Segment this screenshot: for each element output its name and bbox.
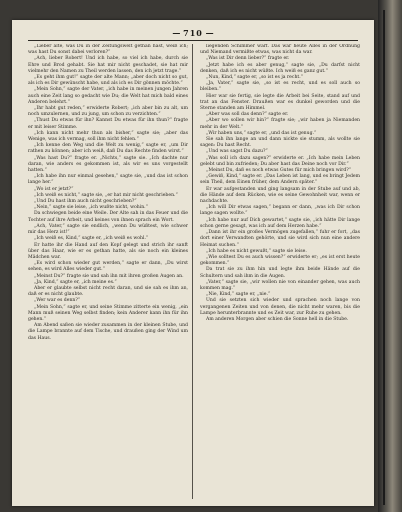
paragraph: „Ach, lieber Robert! Und ich habe, so viel ich habe, durch sie Ehre und Brod gehabt. Sie hat mir nicht geschadet, sie hat mir vielmehr den Namen zu Theil werden lassen, den ich jetzt trage.“ [28, 56, 188, 74]
paragraph: Und sie setzten sich wieder und sprachen noch lange von vergangenen Zeiten und von denen, die nicht mehr waren, bis die Lampe herunterbrannte und es Zeit war, zur Ruhe zu gehen. [200, 298, 360, 316]
left-column [28, 44, 188, 499]
paragraph: „Ich habe es nicht gewußt,“ sagte sie leise. [206, 248, 307, 254]
paragraph: „Ich habe ihn nur einmal gesehen,“ sagte sie, „und das ist schon lange her.“ [28, 174, 188, 186]
paragraph: „Ich kenne den Weg und die Welt zu wenig,“ sagte er, „um Dir rathen zu können; aber ich weiß, daß Du das Rechte finden wirst.“ [28, 143, 188, 155]
paragraph: „Dann ist ihr ein großes Vermögen zugefallen,“ fuhr er fort, „das dort einer Verwandten gehörte, und sie wird sich nun eine andere Heimat suchen.“ [200, 230, 360, 248]
paragraph: „Ihr habt gut reden,“ erwiderte Robert; „ich aber bin zu alt, um noch umzulernen, und zu jung, um schon zu verzichten.“ [28, 106, 188, 118]
paragraph: Da trat sie zu ihm hin und legte ihm beide Hände auf die Schultern und sah ihm in die Augen. [200, 267, 360, 279]
paragraph: „Was soll ich dazu sagen?“ erwiderte er. „Ich habe mein Leben gelebt und bin zufrieden; Du aber hast das Deine noch vor Dir.“ [200, 155, 360, 167]
paragraph: „Ja, Vater,“ sagte sie, „so ist es recht, und es soll auch so bleiben.“ [200, 81, 360, 93]
paragraph: „Ich will Dir etwas sagen,“ begann er dann, „was ich Dir schon lange sagen wollte.“ [200, 205, 360, 217]
header-rule [28, 40, 358, 41]
column-divider [192, 44, 193, 499]
paragraph: Er war aufgestanden und ging langsam in der Stube auf und ab, die Hände auf dem Rücken, wie es seine Gewohnheit war, wenn er nachdachte. [200, 186, 360, 205]
paragraph: Da schwiegen beide eine Weile. Der Alte sah in das Feuer und die Tochter auf ihre Arbeit, und keines von ihnen sprach ein Wort. [28, 211, 188, 223]
paragraph: „Nun, Kind,“ sagte er, „so ist es ja recht.“ [206, 75, 304, 81]
paragraph: Hier war sie fertig, sie legte die Arbeit bei Seite, stand auf und trat an das Fenster. Draußen war es dunkel geworden und die Sterne standen am Himmel. [200, 93, 360, 112]
paragraph: „Was hast Du?“ fragte er. „Nichts,“ sagte sie. „Ich dachte nur daran, wie anders es gekommen ist, als wir es uns vorgestellt hatten.“ [28, 155, 188, 174]
page-header: — 710 — [172, 28, 214, 38]
paragraph: „Wer war es denn?“ [34, 298, 81, 304]
paragraph: „Es geht ihm gut!“ sagte der alte Mann; „aber doch nicht so gut, als ich es Dir gewünscht habe, und als ich es Dir gönnen möchte.“ [28, 75, 188, 87]
facing-page-edge [378, 0, 402, 512]
paragraph: „Ach, Vater,“ sagte sie endlich, „wenn Du wüßtest, wie schwer mir das Herz ist!“ [28, 223, 188, 236]
paragraph: „Und Du hast ihm auch nicht geschrieben?“ [34, 199, 137, 205]
book-page [12, 20, 374, 506]
paragraph: „Vater,“ sagte sie, „wir wollen nie von einander gehen, was auch kommen mag.“ [200, 279, 360, 291]
paragraph: „Ich habe nur auf Dich gewartet,“ sagte sie, „ich hätte Dir lange schon gerne gesagt, was ich auf dem Herzen habe.“ [200, 217, 360, 229]
paragraph: „Gewiß, Kind,“ sagte er. „Das Leben ist lang, und es bringt Jedem sein Theil, dem Einen früher, dem Andern später.“ [200, 174, 360, 186]
paragraph: „Mein Sohn,“ sagte er, und seine Stimme zitterte ein wenig, „ein Mann muß seinen Weg selbst finden; kein Anderer kann ihn für ihn gehen.“ [28, 304, 188, 322]
paragraph: „Ich weiß es nicht,“ sagte sie, „er hat mir nicht geschrieben.“ [34, 192, 178, 198]
paragraph: „Thust Du etwas für ihn? Kannst Du etwas für ihn thun?“ fragte er mit leiser Stimme. [28, 118, 188, 130]
paragraph: „Und was sagst Du dazu?“ [206, 149, 268, 155]
paragraph: „Meinst Du, daß es noch etwas Gutes für mich bringen wird?“ [206, 168, 352, 174]
paragraph: „Ich weiß es, Kind,“ sagte er, „ich weiß es wohl.“ [34, 236, 149, 242]
paragraph: „Ja, Kind,“ sagte er, „ich meine es.“ [34, 279, 117, 285]
paragraph: Sie sah ihn lange an und dann nickte sie stumm, als wollte sie sagen: Du hast Recht. [200, 137, 360, 149]
paragraph: „Wie solltest Du es auch wissen?“ erwiderte er; „es ist erst heute gekommen.“ [200, 254, 360, 267]
paragraph: Er hatte ihr die Hand auf den Kopf gelegt und strich ihr sanft über das Haar, wie er es gethan hatte, als sie noch ein kleines Mädchen war. [28, 242, 188, 260]
paragraph: „Wir haben uns,“ sagte er, „und das ist genug.“ [206, 130, 317, 136]
paragraph: Am anderen Morgen aber schien die Sonne hell in die Stube. [206, 316, 349, 322]
paragraph: Aber er glaubte selbst nicht recht daran, und sie sah es ihm an, daß er es nicht glaubte. [28, 285, 188, 298]
paragraph: „Nein,“ sagte sie leise, „ich wußte nicht, wohin.“ [34, 205, 148, 211]
page-number: 710 [183, 28, 203, 38]
paragraph: „Aber wo sollen wir hin?“ fragte sie; „wir haben ja Niemanden mehr in der Welt.“ [200, 118, 360, 130]
right-column [200, 44, 360, 499]
paragraph: „Jetzt habe ich es aber genug,“ sagte sie, „Du darfst nicht denken, daß ich es nicht wüßte. Ich weiß es ganz gut.“ [200, 62, 360, 74]
paragraph: „Mein Sohn,“ sagte der Vater, „ich habe in meinen jungen Jahren auch eine Zeit lang so gedacht wie Du; die Welt hat mich bald eines Anderen belehrt.“ [28, 87, 188, 105]
paragraph: „Wo ist er jetzt?“ [34, 186, 74, 192]
binding-gutter [383, 10, 385, 505]
paragraph: „Nie, Kind,“ sagte er, „nie.“ [206, 292, 271, 298]
paragraph: „Meinst Du?“ fragte sie und sah ihn mit ihren großen Augen an. [34, 273, 184, 279]
paragraph: liegenden Schimmer warf. Das war heute Alles in der Ordnung und Niemand vermißte etwas, was nicht da war. [200, 44, 360, 56]
paragraph: Am Abend saßen sie wieder zusammen in der kleinen Stube, und die Lampe brannte auf dem Tische, und draußen ging der Wind um das Haus. [28, 323, 188, 341]
paragraph: „Was ist Dir denn lieber?“ fragte er. [206, 56, 290, 62]
paragraph: „Aber was soll das denn?“ sagte er. [206, 112, 289, 118]
paragraph: „Ich kann nicht mehr thun als bisher,“ sagte sie; „aber das Wenige, was ich vermag, soll ihm nicht fehlen.“ [28, 130, 188, 143]
paragraph: „Es wird schon wieder gut werden,“ sagte er dann, „Du wirst sehen, es wird Alles wieder gut.“ [28, 261, 188, 273]
paragraph: „Lieber alte, was Du in der Zeitungswelt gethan hast, weiß ich; was hast Du sonst dabei verloren?“ [28, 44, 188, 56]
